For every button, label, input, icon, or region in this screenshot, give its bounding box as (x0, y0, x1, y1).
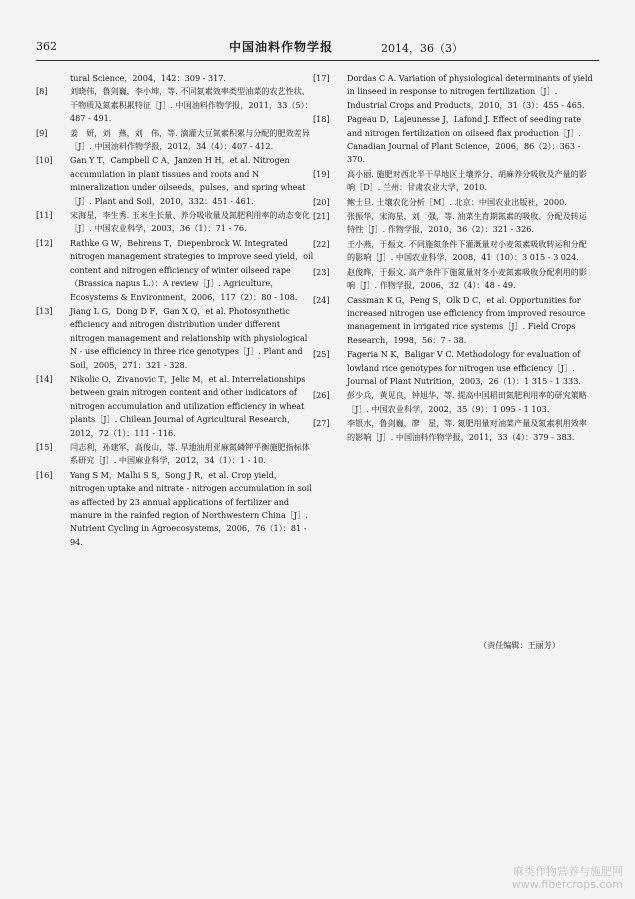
reference-text: 高小丽. 施肥对西北半干旱地区土壤养分、胡麻养分吸收及产量的影响［D］. 兰州：甘肃农业大学，2010. (347, 168, 587, 193)
reference-item (36, 441, 316, 468)
reference-item (36, 209, 316, 236)
reference-text: Fageria N K，Baligar V C. Methodology for evaluation of lowland rice genotypes for nitrogen use efficiency［J］. Journal of Plant Nutrition，2003，26（1）：1 315 - 1 333. (347, 349, 581, 386)
references-left-column (36, 72, 316, 550)
reference-text: 宋海星，李生秀. 玉米生长量、养分吸收量及氮肥利用率的动态变化［J］. 中国农业科学，2003，36（1）：71 - 76. (70, 210, 310, 234)
reference-number: [9] (36, 127, 48, 138)
reference-number: [19] (313, 168, 330, 179)
reference-number: [25] (313, 349, 330, 360)
responsible-editor: （责任编辑：王丽芳） (479, 640, 560, 650)
reference-text: 刘晓伟，鲁剑巍，李小坤，等. 不同氮素效率类型油菜的农艺性状、干物质及氮素积累特征［J］. 中国油料作物学报，2011，33（5）：487 - 491. (70, 86, 313, 124)
reference-number: [26] (313, 390, 330, 401)
reference-number: [17] (313, 73, 330, 83)
reference-number: [12] (36, 237, 53, 248)
reference-text: 李银水，鲁剑巍，廖 星，等. 氮肥用量对油菜产量及氮素利用效率的影响［J］. 中国油料作物学报，2011，33（4）：379 - 383. (347, 418, 587, 442)
reference-text: 鲍士旦. 土壤农化分析［M］. 北京：中国农业出版社，2000. (347, 196, 567, 207)
reference-item (313, 210, 593, 237)
reference-number: [10] (36, 155, 53, 166)
reference-item (36, 469, 316, 549)
reference-number: [11] (36, 210, 53, 221)
reference-item (313, 238, 593, 265)
reference-text: 王小燕，于振文. 不同施氮条件下灌溉量对小麦氮素吸收转运和分配的影响［J］. 中国农业科学，2008，41（10）：3 015 - 3 024. (347, 238, 587, 263)
page-number: 362 (36, 40, 57, 53)
reference-item (313, 168, 593, 195)
reference-item (36, 237, 316, 304)
site-watermark (512, 865, 623, 891)
reference-item (313, 72, 593, 112)
reference-number: [14] (36, 373, 53, 384)
reference-item (313, 266, 593, 293)
journal-title: 中国油料作物学报 (229, 40, 334, 54)
watermark-line-1: 麻类作物营养与施肥网 (513, 865, 623, 878)
reference-list-right (313, 72, 593, 444)
reference-text: Jiang L G，Dong D F，Gan X Q，et al. Photosynthetic efficiency and nitrogen distribution under different nitrogen management and relationship with physiological N - use efficiency in three rice genotypes［J］. Plant and Soil，2005，271：321 - 328. (70, 305, 308, 370)
reference-number: [21] (313, 211, 330, 222)
reference-text: Dordas C A. Variation of physiological determinants of yield in linseed in response to nitrogen fertilization［J］. Industrial Crops and Products，2010，31（3）：455 - 465. (347, 73, 593, 110)
header-rule (36, 60, 599, 61)
reference-number: [22] (313, 238, 330, 249)
reference-number: [20] (313, 196, 330, 207)
issue-info: 2014，36（3） (381, 42, 463, 55)
reference-item (313, 196, 593, 209)
reference-number: [18] (313, 114, 330, 125)
page-header (36, 36, 599, 56)
reference-item (313, 294, 593, 348)
reference-number: [13] (36, 305, 53, 316)
reference-item (313, 417, 593, 444)
reference-number: [15] (36, 441, 53, 452)
reference-item (36, 373, 316, 440)
reference-continuation: tural Science，2004，142：309 - 317. (70, 73, 226, 83)
reference-item (313, 113, 593, 167)
reference-text: Nikolic O，Zivanovic T，Jelic M，et al. Interrelationships between grain nitrogen content and other indicators of nitrogen accumulation and utilization efficiency in wheat plants［J］. Chilean Journal of Agricultural Research，2012，72（1）：111 - 116. (70, 373, 306, 438)
reference-item (313, 389, 593, 416)
reference-text: Cassman K G，Peng S，Olk D C，et al. Opportunities for increased nitrogen use efficiency from improved resource management in irrigated rice systems［J］. Field Crops Research，1998，56：7 - 38. (347, 294, 586, 345)
reference-item (36, 154, 316, 208)
reference-number: [23] (313, 266, 330, 277)
reference-text: 闫志利，孙建军，高俊山，等. 旱地油用亚麻氮磷钾平衡施肥指标体系研究［J］. 中国麻业科学，2012，34（1）：1 - 10. (70, 441, 310, 466)
reference-item (313, 348, 593, 388)
reference-text: Rathke G W，Behrens T，Diepenbrock W. Integrated nitrogen management strategies to improve seed yield，oil content and nitrogen efficiency of winter oilseed rape（Brassica napus L.）：A review［J］. Agriculture，Ecosystems & Environment，2006，117（2）：80 - 108. (70, 237, 314, 302)
reference-text: Pageau D，Lajeunesse J，Lafond J. Effect of seeding rate and nitrogen fertilization on oilseed flax production［J］. Canadian Journal of Plant Science，2006，86（2）：363 - 370. (347, 114, 582, 165)
reference-number: [8] (36, 86, 48, 97)
reference-text: 张振华，宋海星，刘 强，等. 油菜生育期氮素的吸收、分配及转运特性［J］. 作物学报，2010，36（2）：321 - 326. (347, 211, 587, 235)
reference-text: Yang S M，Malhi S S，Song J R，et al. Crop yield，nitrogen uptake and nitrate - nitrogen accumulation in soil as affected by 23 annual applications of fertilizer and manure in the rainfed region of Northwestern China［J］. Nutrient Cycling in Agroecosystems，2006，76（1）：81 - 94. (70, 469, 312, 547)
reference-number: [27] (313, 418, 330, 429)
watermark-line-2: www.fibercrops.com (511, 878, 623, 891)
reference-item (36, 85, 316, 125)
reference-text: 彭少兵，黄见良，钟旭华，等. 提高中国稻田氮肥利用率的研究策略［J］. 中国农业科学，2002，35（9）：1 095 - 1 103. (347, 390, 587, 414)
reference-number: [16] (36, 469, 53, 480)
reference-text: 姜 妍，刘 燕，刘 伟，等. 滴灌大豆氮素积累与分配的肥效差异［J］. 中国油料作物学报，2012，34（4）：407 - 412. (70, 127, 310, 152)
reference-text: Gan Y T，Campbell C A，Janzen H H，et al. Nitrogen accumulation in plant tissues and roots and N mineralization under oilseeds，pulses，and spring wheat［J］. Plant and Soil，2010，332：451 - 461. (70, 155, 306, 206)
reference-item (36, 127, 316, 154)
references-right-column (313, 72, 593, 445)
reference-list-left (36, 85, 316, 549)
reference-text: 赵俊晔，于振文. 高产条件下施氮量对冬小麦氮素吸收分配利用的影响［J］. 作物学报，2006，32（4）：48 - 49. (347, 266, 587, 291)
reference-number: [24] (313, 294, 330, 305)
reference-item (36, 305, 316, 372)
